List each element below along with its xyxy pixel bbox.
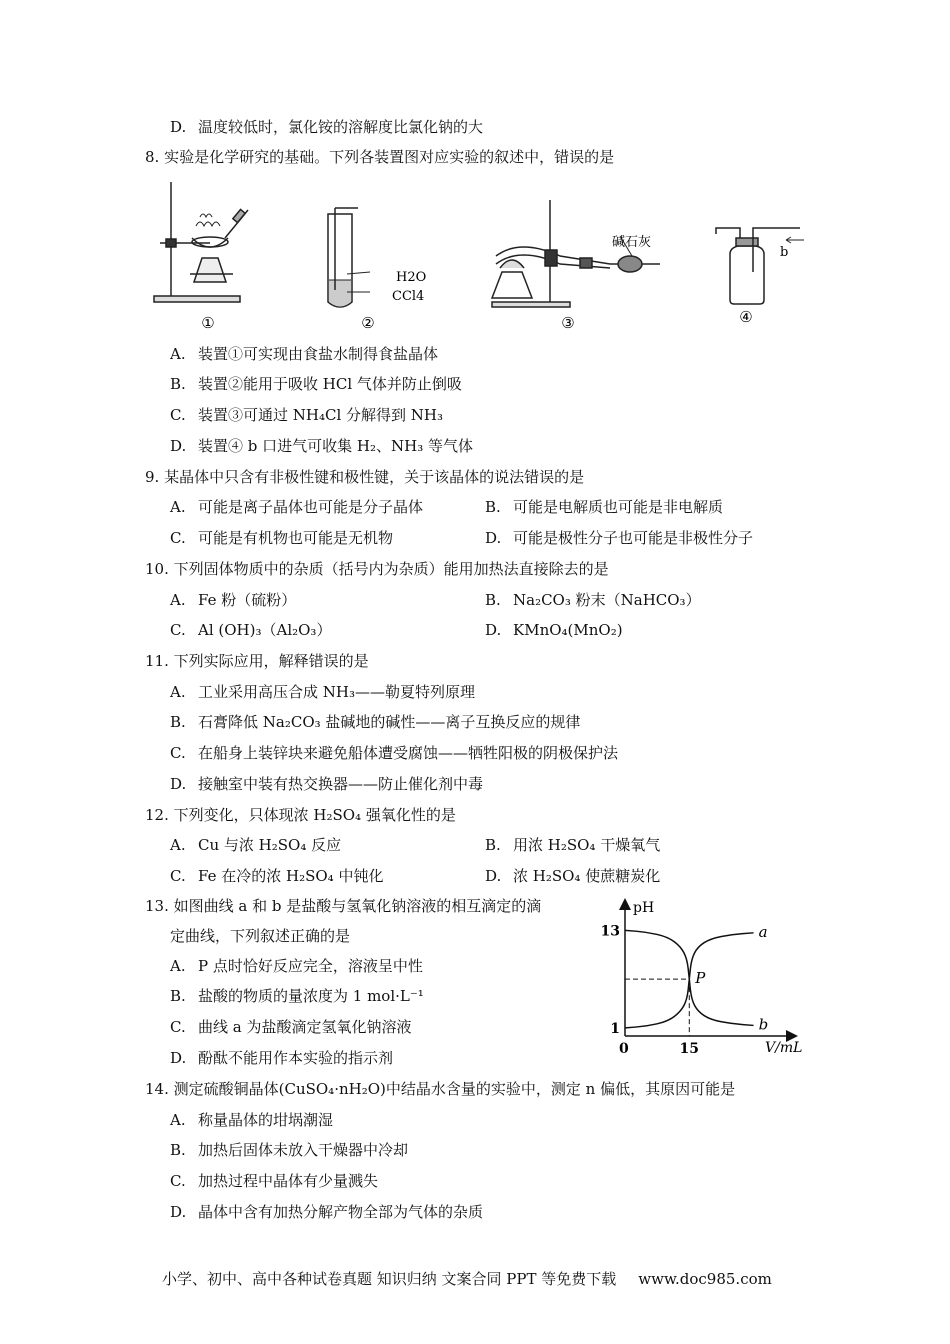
q13-stem-line2: 定曲线，下列叙述正确的是 (170, 927, 351, 945)
option-text: 装置②能用于吸收 HCl 气体并防止倒吸 (198, 375, 462, 393)
option-label: C. (170, 1018, 186, 1036)
option-label: B. (170, 987, 186, 1005)
x-tick-label-15: 15 (679, 1041, 700, 1057)
option-text: 石膏降低 Na₂CO₃ 盐碱地的碱性——离子互换反应的规律 (198, 713, 581, 731)
option-text: 盐酸的物质的量浓度为 1 mol·L⁻¹ (198, 987, 424, 1005)
option-label: C. (170, 621, 186, 639)
option-label: A. (170, 591, 186, 609)
option-label: D. (485, 867, 502, 885)
equivalence-point-label: P (695, 969, 706, 988)
apparatus-1-label: ① (201, 314, 215, 332)
option-text: 曲线 a 为盐酸滴定氢氧化钠溶液 (198, 1018, 412, 1036)
option-text: P 点时恰好反应完全，溶液呈中性 (198, 957, 423, 975)
option-label: A. (170, 1111, 186, 1129)
q14-stem: 14. 测定硫酸铜晶体(CuSO₄·nH₂O)中结晶水含量的实验中，测定 n 偏低，其原因可能是 (145, 1080, 736, 1098)
q14-option-d (170, 1202, 483, 1222)
option-label: D. (170, 1049, 187, 1067)
option-text: 称量晶体的坩埚潮湿 (198, 1111, 334, 1129)
option-text: Al (OH)₃（Al₂O₃） (198, 621, 332, 639)
q13-stem-line1: 13. 如图曲线 a 和 b 是盐酸与氢氧化钠溶液的相互滴定的滴 (145, 897, 542, 915)
option-label: A. (170, 683, 186, 701)
option-text: 可能是离子晶体也可能是分子晶体 (198, 498, 424, 516)
option-text: 晶体中含有加热分解产物全部为气体的杂质 (198, 1203, 484, 1221)
q10-option-d (485, 620, 623, 640)
option-text: 装置①可实现由食盐水制得食盐晶体 (198, 345, 439, 363)
q8-option-d (170, 436, 473, 456)
x-axis-label: V/mL (765, 1040, 803, 1056)
q13-option-a (170, 956, 423, 976)
q9-option-d (485, 528, 753, 548)
option-label: D. (170, 118, 187, 136)
q14-option-b (170, 1140, 408, 1160)
option-label: B. (170, 713, 186, 731)
option-label: D. (485, 529, 502, 547)
apparatus-3-label: ③ (561, 314, 575, 332)
q8-option-c (170, 405, 443, 425)
apparatus-2-label: ② (361, 314, 375, 332)
evaporation-apparatus (154, 182, 248, 302)
y-axis-label: pH (633, 900, 655, 916)
q10-option-a (170, 590, 296, 610)
q8-stem: 8. 实验是化学研究的基础。下列各装置图对应实验的叙述中，错误的是 (145, 148, 615, 166)
option-text: 可能是有机物也可能是无机物 (198, 529, 394, 547)
q13-option-b (170, 986, 424, 1006)
y-tick-label-13: 13 (600, 923, 620, 940)
q12-stem: 12. 下列变化，只体现浓 H₂SO₄ 强氧化性的是 (145, 806, 456, 824)
footer-link[interactable]: www.doc985.com (638, 1270, 772, 1288)
q8-option-a (170, 344, 438, 364)
test-tube-apparatus (328, 208, 370, 307)
option-label: A. (170, 957, 186, 975)
option-label: C. (170, 529, 186, 547)
q9-option-a (170, 497, 423, 517)
curve-b-label: b (758, 1015, 769, 1034)
option-text: Cu 与浓 H₂SO₄ 反应 (198, 836, 342, 854)
option-label: B. (485, 591, 501, 609)
q10-option-b (485, 590, 701, 610)
decomposition-apparatus (492, 200, 660, 307)
option-text: 可能是极性分子也可能是非极性分子 (513, 529, 754, 547)
option-label: C. (170, 406, 186, 424)
q13-option-d (170, 1048, 393, 1068)
apparatus-4-label: ④ (739, 308, 753, 326)
option-label: A. (170, 345, 186, 363)
q14-option-c (170, 1171, 378, 1191)
option-label: A. (170, 498, 186, 516)
option-text: 工业采用高压合成 NH₃——勒夏特列原理 (198, 683, 475, 701)
gas-bottle-apparatus (716, 228, 804, 304)
q10-stem: 10. 下列固体物质中的杂质（括号内为杂质）能用加热法直接除去的是 (145, 560, 609, 578)
q8-option-b (170, 374, 462, 394)
option-text: 接触室中装有热交换器——防止催化剂中毒 (198, 775, 484, 793)
q11-option-b (170, 712, 580, 732)
q9-option-b (485, 497, 723, 517)
q12-option-b (485, 835, 660, 855)
option-text: Fe 在冷的浓 H₂SO₄ 中钝化 (198, 867, 384, 885)
q14-option-a (170, 1110, 333, 1130)
option-text: 在船身上装锌块来避免船体遭受腐蚀——牺牲阳极的阴极保护法 (198, 744, 619, 762)
page-footer (162, 1268, 772, 1289)
option-label: B. (485, 498, 501, 516)
q8-apparatus-figure (140, 172, 820, 337)
option-label: B. (485, 836, 501, 854)
option-label: D. (170, 775, 187, 793)
option-text: 加热过程中晶体有少量溅失 (198, 1172, 379, 1190)
option-label: A. (170, 836, 186, 854)
option-text: 用浓 H₂SO₄ 干燥氧气 (513, 836, 661, 854)
q11-stem: 11. 下列实际应用，解释错误的是 (145, 652, 369, 670)
option-label: B. (170, 375, 186, 393)
q9-stem: 9. 某晶体中只含有非极性键和极性键，关于该晶体的说法错误的是 (145, 468, 585, 486)
option-label: D. (170, 437, 187, 455)
option-text: 装置④ b 口进气可收集 H₂、NH₃ 等气体 (198, 437, 473, 455)
option-text: Fe 粉（硫粉） (198, 591, 297, 609)
q9-option-c (170, 528, 393, 548)
option-text: 温度较低时，氯化铵的溶解度比氯化钠的大 (198, 118, 484, 136)
origin-label: 0 (619, 1041, 629, 1057)
q12-option-d (485, 866, 660, 886)
titration-curve-chart (595, 896, 805, 1066)
q11-option-d (170, 774, 483, 794)
q13-option-c (170, 1017, 411, 1037)
option-text: 可能是电解质也可能是非电解质 (513, 498, 724, 516)
q12-option-a (170, 835, 341, 855)
option-text: 加热后固体未放入干燥器中冷却 (198, 1141, 409, 1159)
option-label: D. (485, 621, 502, 639)
h2o-label: H2O (396, 270, 427, 285)
inlet-b-label: b (780, 245, 789, 260)
option-text: 浓 H₂SO₄ 使蔗糖炭化 (513, 867, 661, 885)
q12-option-c (170, 866, 383, 886)
option-label: C. (170, 744, 186, 762)
curve-a-label: a (758, 922, 768, 941)
option-text: KMnO₄(MnO₂) (513, 621, 623, 639)
option-text: Na₂CO₃ 粉末（NaHCO₃） (513, 591, 701, 609)
option-label: C. (170, 1172, 186, 1190)
option-label: D. (170, 1203, 187, 1221)
footer-text: 小学、初中、高中各种试卷真题 知识归纳 文案合同 PPT 等免费下载 (162, 1270, 617, 1288)
option-label: B. (170, 1141, 186, 1159)
option-text: 酚酞不能用作本实验的指示剂 (198, 1049, 394, 1067)
ccl4-label: CCl4 (392, 289, 425, 304)
q7-option-d (170, 117, 483, 137)
q10-option-c (170, 620, 331, 640)
option-text: 装置③可通过 NH₄Cl 分解得到 NH₃ (198, 406, 444, 424)
q11-option-a (170, 682, 475, 702)
q11-option-c (170, 743, 618, 763)
y-tick-label-1: 1 (610, 1020, 620, 1037)
option-label: C. (170, 867, 186, 885)
soda-lime-label: 碱石灰 (612, 235, 652, 250)
